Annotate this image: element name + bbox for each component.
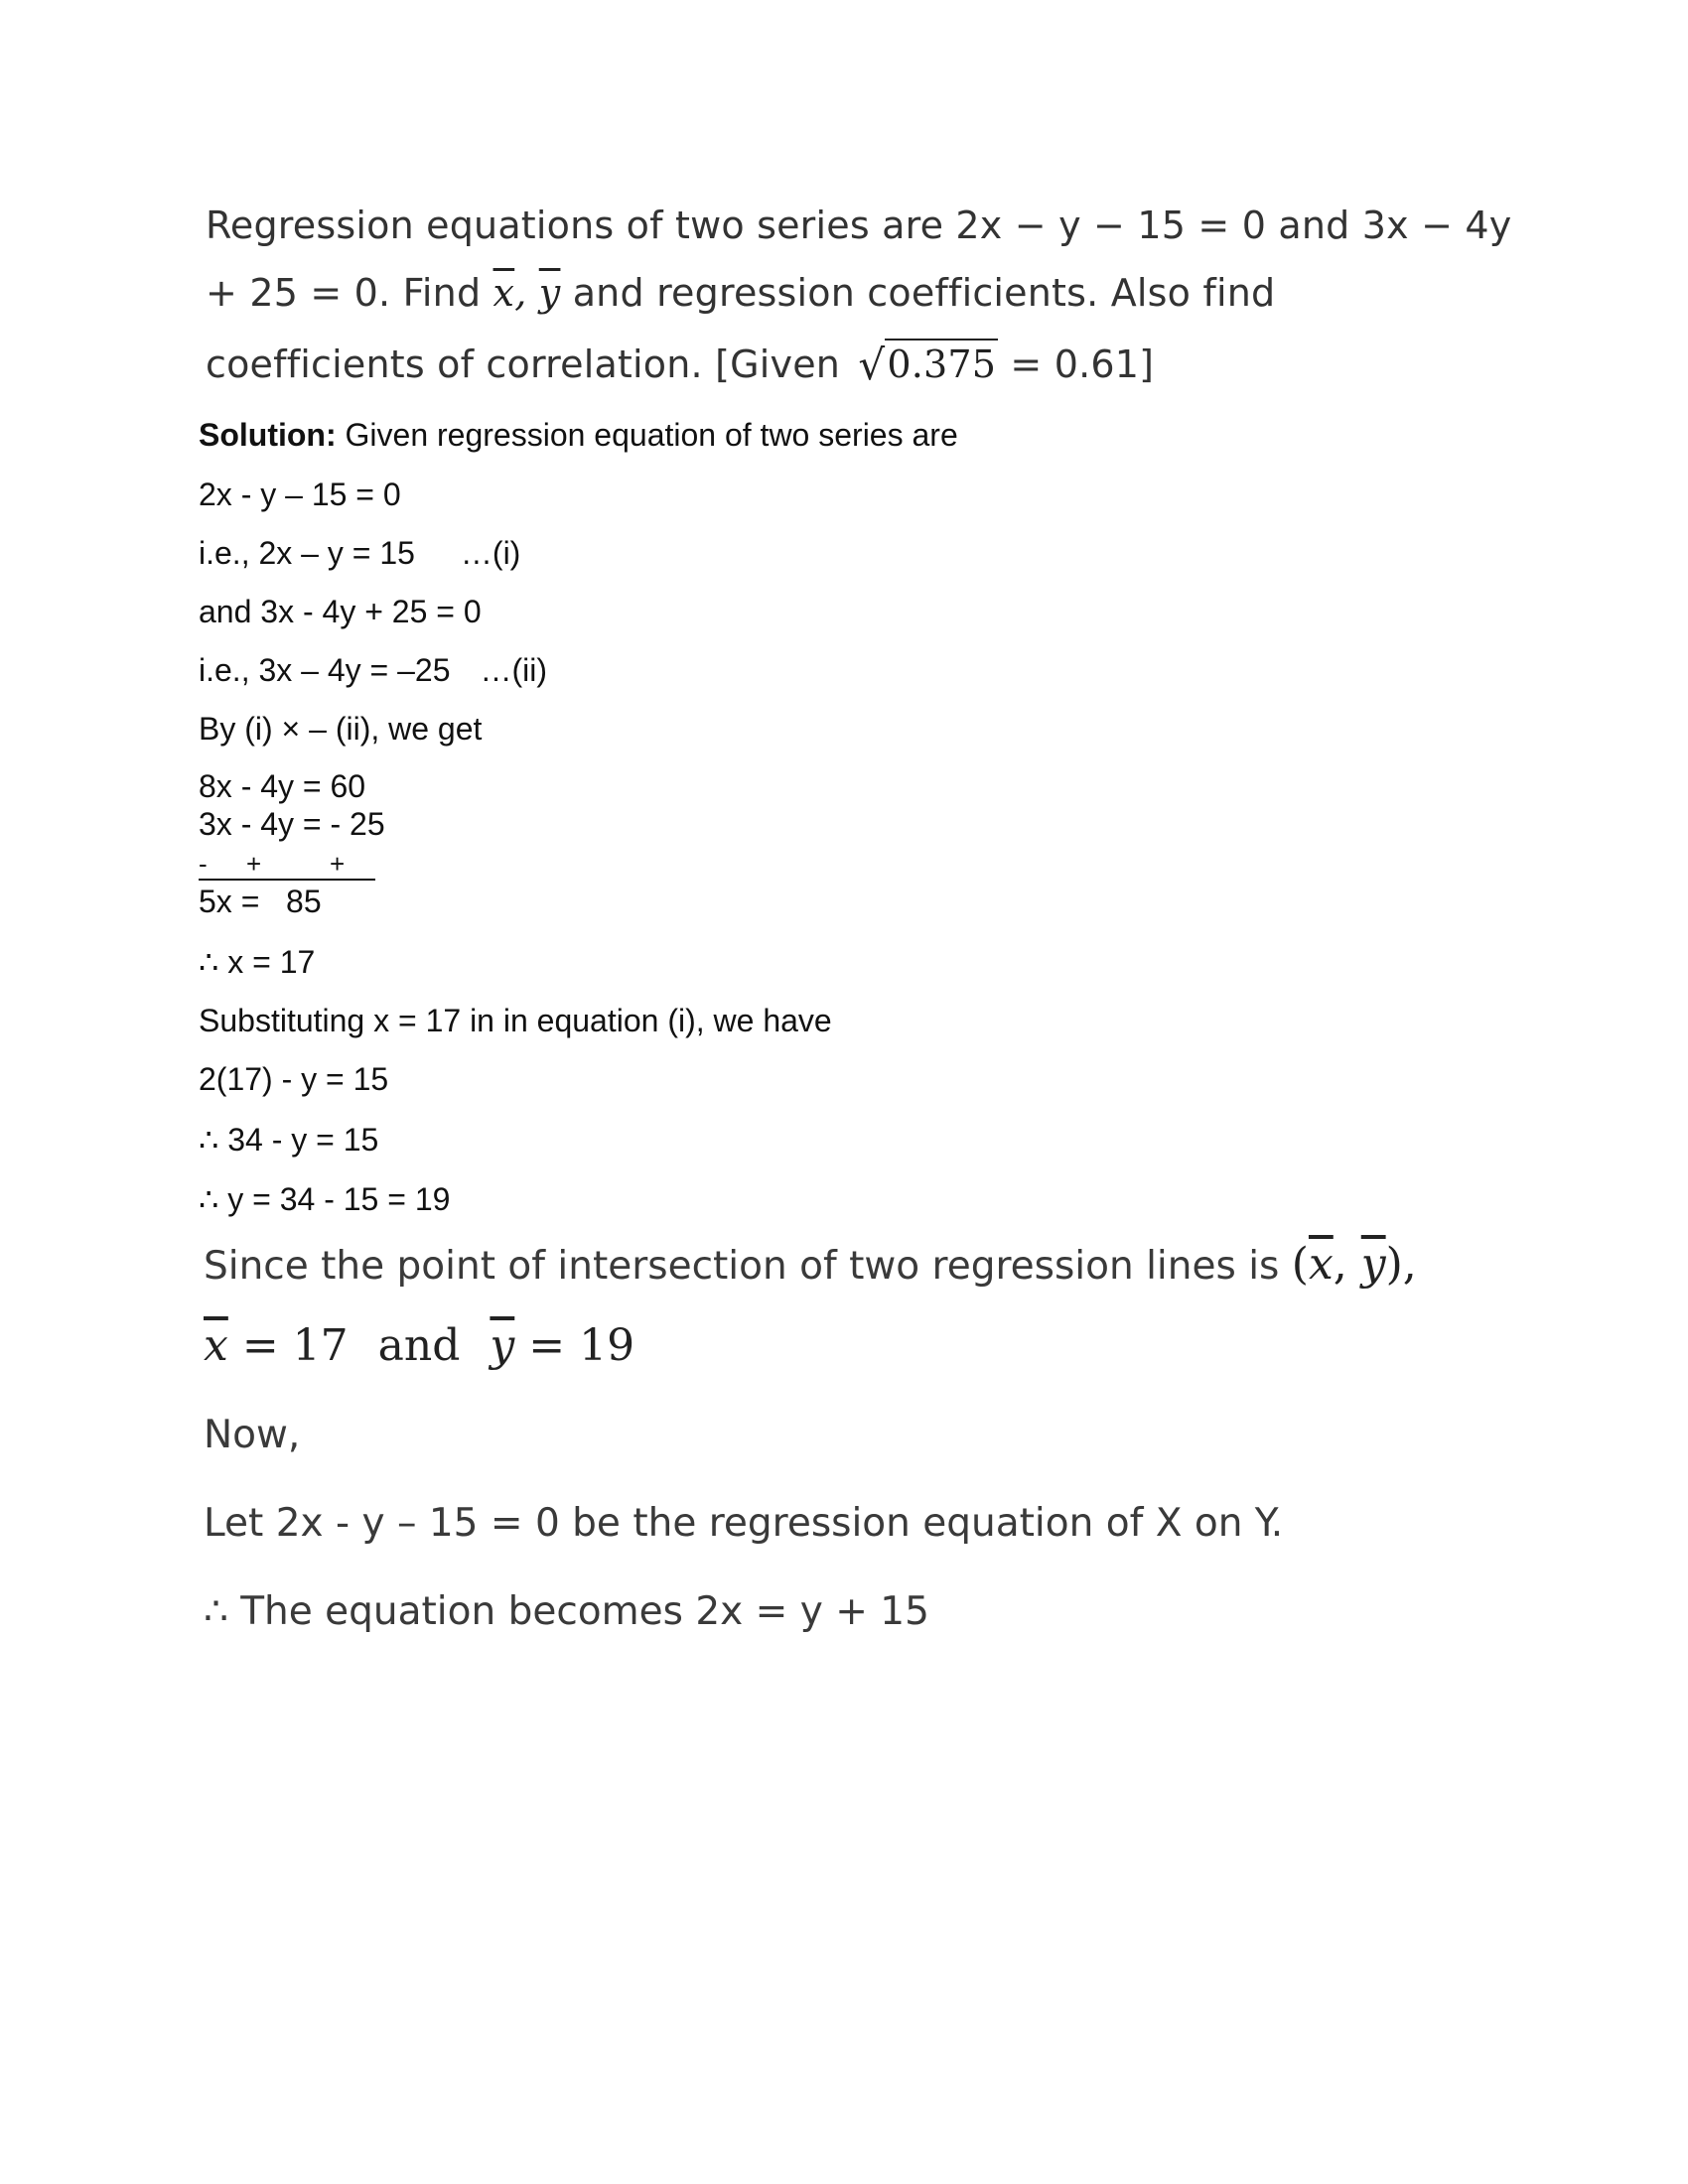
x-result <box>199 943 315 981</box>
y-bar-symbol: $\overline{y}$ <box>490 1320 515 1371</box>
question-text: coefficients of correlation. [Given <box>206 342 853 386</box>
therefore-line <box>204 1589 929 1634</box>
equation-text: 8x - 4y = 60 <box>199 768 366 804</box>
y-bar-value: = 19 <box>514 1320 635 1371</box>
subtraction-line-1 <box>199 768 365 805</box>
paren-close: ), <box>1385 1239 1417 1290</box>
y-bar-symbol: $\overline{y}$ <box>538 271 561 315</box>
step-text: ∴ The equation becomes 2x = y + 15 <box>204 1589 929 1634</box>
comma: , <box>514 271 539 315</box>
equation-text: 2(17) - y = 15 <box>199 1061 389 1097</box>
question-line-1 <box>206 204 1511 247</box>
sign-plus: + <box>330 849 346 879</box>
equation-text: 2x - y – 15 = 0 <box>199 477 401 512</box>
step-text: Substituting x = 17 in in equation (i), we have <box>199 1003 832 1038</box>
elimination-step <box>199 711 482 748</box>
x-bar-symbol: $\overline{x}$ <box>492 271 515 315</box>
subtraction-result <box>199 884 322 920</box>
sign-plus: + <box>246 849 262 879</box>
equation-tag: …(i) <box>460 535 521 571</box>
equation-2-ie <box>199 652 547 689</box>
equation-2 <box>199 594 482 630</box>
equation-text: 5x = 85 <box>199 884 322 919</box>
y-bar-symbol: $\overline{y}$ <box>1360 1239 1386 1290</box>
x-bar-value: = 17 <box>227 1320 349 1371</box>
subtraction-line-2 <box>199 806 385 843</box>
equation-text: ∴ x = 17 <box>199 944 316 980</box>
equation-tag: …(ii) <box>480 652 548 688</box>
step-text: Now, <box>204 1413 301 1457</box>
calc-line-3 <box>199 1180 450 1218</box>
intersection-point <box>1292 1239 1417 1290</box>
x-bar-symbol: $\overline{x}$ <box>1308 1239 1334 1290</box>
question-text: = 0.61] <box>998 342 1155 386</box>
question-text: + 25 = 0. Find <box>206 271 493 315</box>
equation-1-ie <box>199 535 520 572</box>
solution-intro-text: Given regression equation of two series are <box>336 417 958 453</box>
square-root-value: 0.375 <box>885 339 998 386</box>
and-word: and <box>377 1320 461 1371</box>
sign-minus: - <box>199 849 208 879</box>
question-text: Regression equations of two series are 2x − y − 15 = 0 and 3x − 4y <box>206 204 1512 247</box>
step-text: Let 2x - y – 15 = 0 be the regression equation of X on Y. <box>204 1501 1284 1546</box>
question-line-3 <box>206 339 1154 389</box>
let-line <box>204 1501 1283 1546</box>
substituting-line <box>199 1003 832 1039</box>
comma: , <box>1333 1239 1361 1290</box>
calc-line-2 <box>199 1121 378 1159</box>
subtraction-signs-row <box>199 849 375 881</box>
question-text: and regression coefficients. Also find <box>560 271 1276 315</box>
calc-line-1 <box>199 1061 388 1098</box>
solution-intro <box>199 417 958 454</box>
equation-text: ∴ y = 34 - 15 = 19 <box>199 1181 451 1217</box>
question-line-2 <box>206 271 1275 315</box>
equation-text: ∴ 34 - y = 15 <box>199 1122 379 1158</box>
square-root-sign: √ <box>858 341 886 389</box>
equation-1 <box>199 477 401 513</box>
x-bar-symbol: $\overline{x}$ <box>204 1320 228 1371</box>
equation-text: i.e., 2x – y = 15 <box>199 535 415 571</box>
square-root-expression <box>852 339 998 389</box>
step-text: By (i) × – (ii), we get <box>199 711 483 747</box>
equation-text: and 3x - 4y + 25 = 0 <box>199 594 482 629</box>
intersection-line <box>204 1239 1417 1290</box>
step-text: Since the point of intersection of two regression lines is <box>204 1244 1292 1289</box>
equation-text: i.e., 3x – 4y = –25 <box>199 652 451 688</box>
means-result <box>204 1320 634 1371</box>
equation-text: 3x - 4y = - 25 <box>199 806 385 842</box>
solution-label: Solution: <box>199 417 337 453</box>
now-line <box>204 1413 300 1457</box>
paren-open: ( <box>1291 1239 1309 1290</box>
